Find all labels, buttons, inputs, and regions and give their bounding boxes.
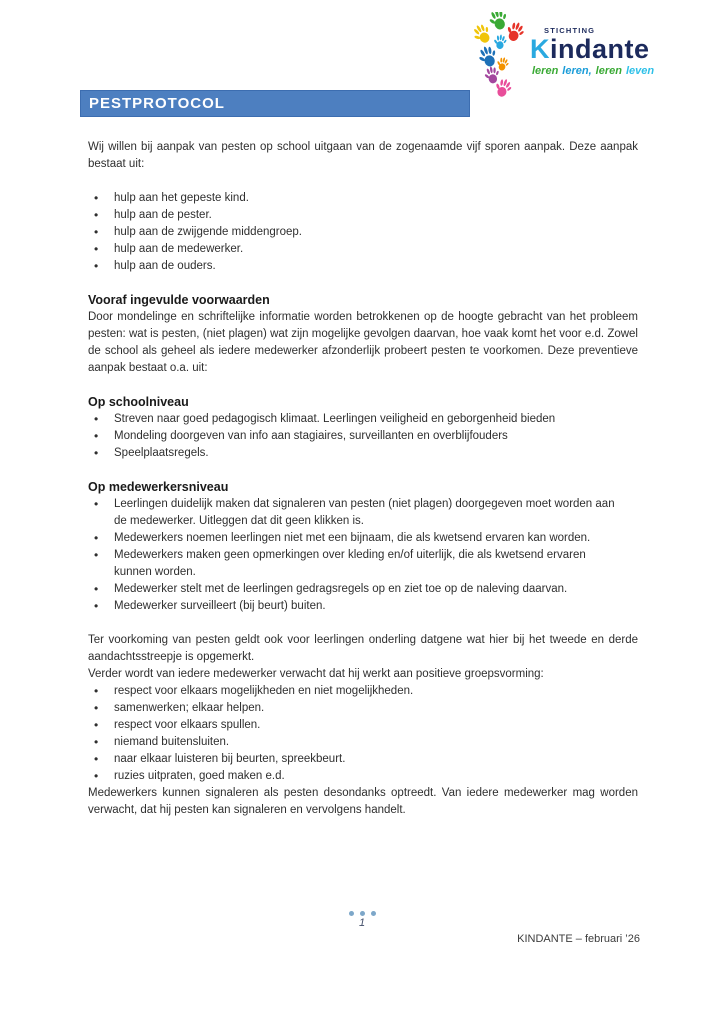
page-number: 1 <box>358 917 366 929</box>
groepsvorming-item: • niemand buitensluiten. <box>92 734 638 751</box>
logo-tagline <box>532 65 654 77</box>
logo-text <box>530 12 654 100</box>
five-track-list <box>88 190 638 275</box>
medewerkersniveau-item: • Leerlingen duidelijk maken dat signaleren van pesten (niet plagen) doorgegeven moet worden aan de medewerker. Uitleggen dat dit geen klikken is. <box>92 496 638 530</box>
track-item: • hulp aan de zwijgende middengroep. <box>92 224 638 241</box>
medewerkersniveau-item: • Medewerker stelt met de leerlingen gedragsregels op en ziet toe op de naleving daarvan. <box>92 581 638 598</box>
groepsvorming-item: • respect voor elkaars mogelijkheden en niet mogelijkheden. <box>92 683 638 700</box>
tagline-word: leren, <box>562 65 592 77</box>
track-item: • hulp aan de pester. <box>92 207 638 224</box>
slot-paragraph-2: Verder wordt van iedere medewerker verwacht dat hij werkt aan positieve groepsvorming: <box>88 668 544 680</box>
medewerkersniveau-item: • Medewerkers maken geen opmerkingen over kleding en/of uiterlijk, die als kwetsend ervaren kunnen worden. <box>92 547 638 581</box>
document-body <box>88 90 638 819</box>
section-heading-voorwaarden: Vooraf ingevulde voorwaarden <box>88 293 270 307</box>
slot-paragraph-1: Ter voorkoming van pesten geldt ook voor leerlingen onderling datgene wat hier bij het tweede en derde aandachtsstreepje is opgemerkt. <box>88 634 638 663</box>
logo-org-name <box>530 36 654 62</box>
groepsvorming-list <box>88 683 638 785</box>
schoolniveau-item: • Speelplaatsregels. <box>92 445 638 462</box>
groepsvorming-item: • respect voor elkaars spullen. <box>92 717 638 734</box>
groepsvorming-item: • samenwerken; elkaar helpen. <box>92 700 638 717</box>
section-heading-medewerkersniveau: Op medewerkersniveau <box>88 480 229 494</box>
medewerkersniveau-list <box>88 496 638 615</box>
logo-org-type: STICHTING <box>544 26 596 35</box>
medewerkersniveau-item: • Medewerkers noemen leerlingen niet met een bijnaam, die als kwetsend ervaren kan worden. <box>92 530 638 547</box>
footer-dots-decoration <box>0 908 724 916</box>
tagline-word: leren <box>595 65 622 77</box>
schoolniveau-item: • Streven naar goed pedagogisch klimaat. Leerlingen veiligheid en geborgenheid bieden <box>92 411 638 428</box>
groepsvorming-item: • naar elkaar luisteren bij beurten, spreekbeurt. <box>92 751 638 768</box>
track-item: • hulp aan de medewerker. <box>92 241 638 258</box>
tagline-word: leven <box>625 65 655 77</box>
track-item: • hulp aan het gepeste kind. <box>92 190 638 207</box>
groepsvorming-item: • ruzies uitpraten, goed maken e.d. <box>92 768 638 785</box>
footer-org-date: KINDANTE – februari ’26 <box>517 933 640 945</box>
logo-initial: K <box>530 34 550 64</box>
schoolniveau-list <box>88 411 638 462</box>
schoolniveau-item: • Mondeling doorgeven van info aan stagiaires, surveillanten en overblijfouders <box>92 428 638 445</box>
document-title: PESTPROTOCOL <box>80 90 470 117</box>
track-item: • hulp aan de ouders. <box>92 258 638 275</box>
logo-name-rest: indante <box>550 34 650 64</box>
slot-paragraph-3: Medewerkers kunnen signaleren als pesten desondanks optreedt. Van iedere medewerker mag worden verwacht, dat hij pesten kan signaleren en vervolgens handelt. <box>88 787 638 816</box>
intro-paragraph: Wij willen bij aanpak van pesten op school uitgaan van de zogenaamde vijf sporen aanpak. Deze aanpak bestaat uit: <box>88 141 638 170</box>
kindante-logo <box>458 12 668 100</box>
medewerkersniveau-item: • Medewerker surveilleert (bij beurt) buiten. <box>92 598 638 615</box>
handprints-icon <box>458 12 536 100</box>
voorwaarden-paragraph: Door mondelinge en schriftelijke informatie worden betrokkenen op de hoogte gebracht van het probleem pesten: wat is pesten, (niet plagen) wat zijn mogelijke gevolgen daarvan, hoe vaak komt het voor e.d. Zowel de school als geheel als iedere medewerker afzonderlijk probeert pesten te voorkomen. Deze preventieve aanpak bestaat o.a. uit: <box>88 311 638 374</box>
section-heading-schoolniveau: Op schoolniveau <box>88 395 189 409</box>
tagline-word: leren <box>532 65 559 77</box>
